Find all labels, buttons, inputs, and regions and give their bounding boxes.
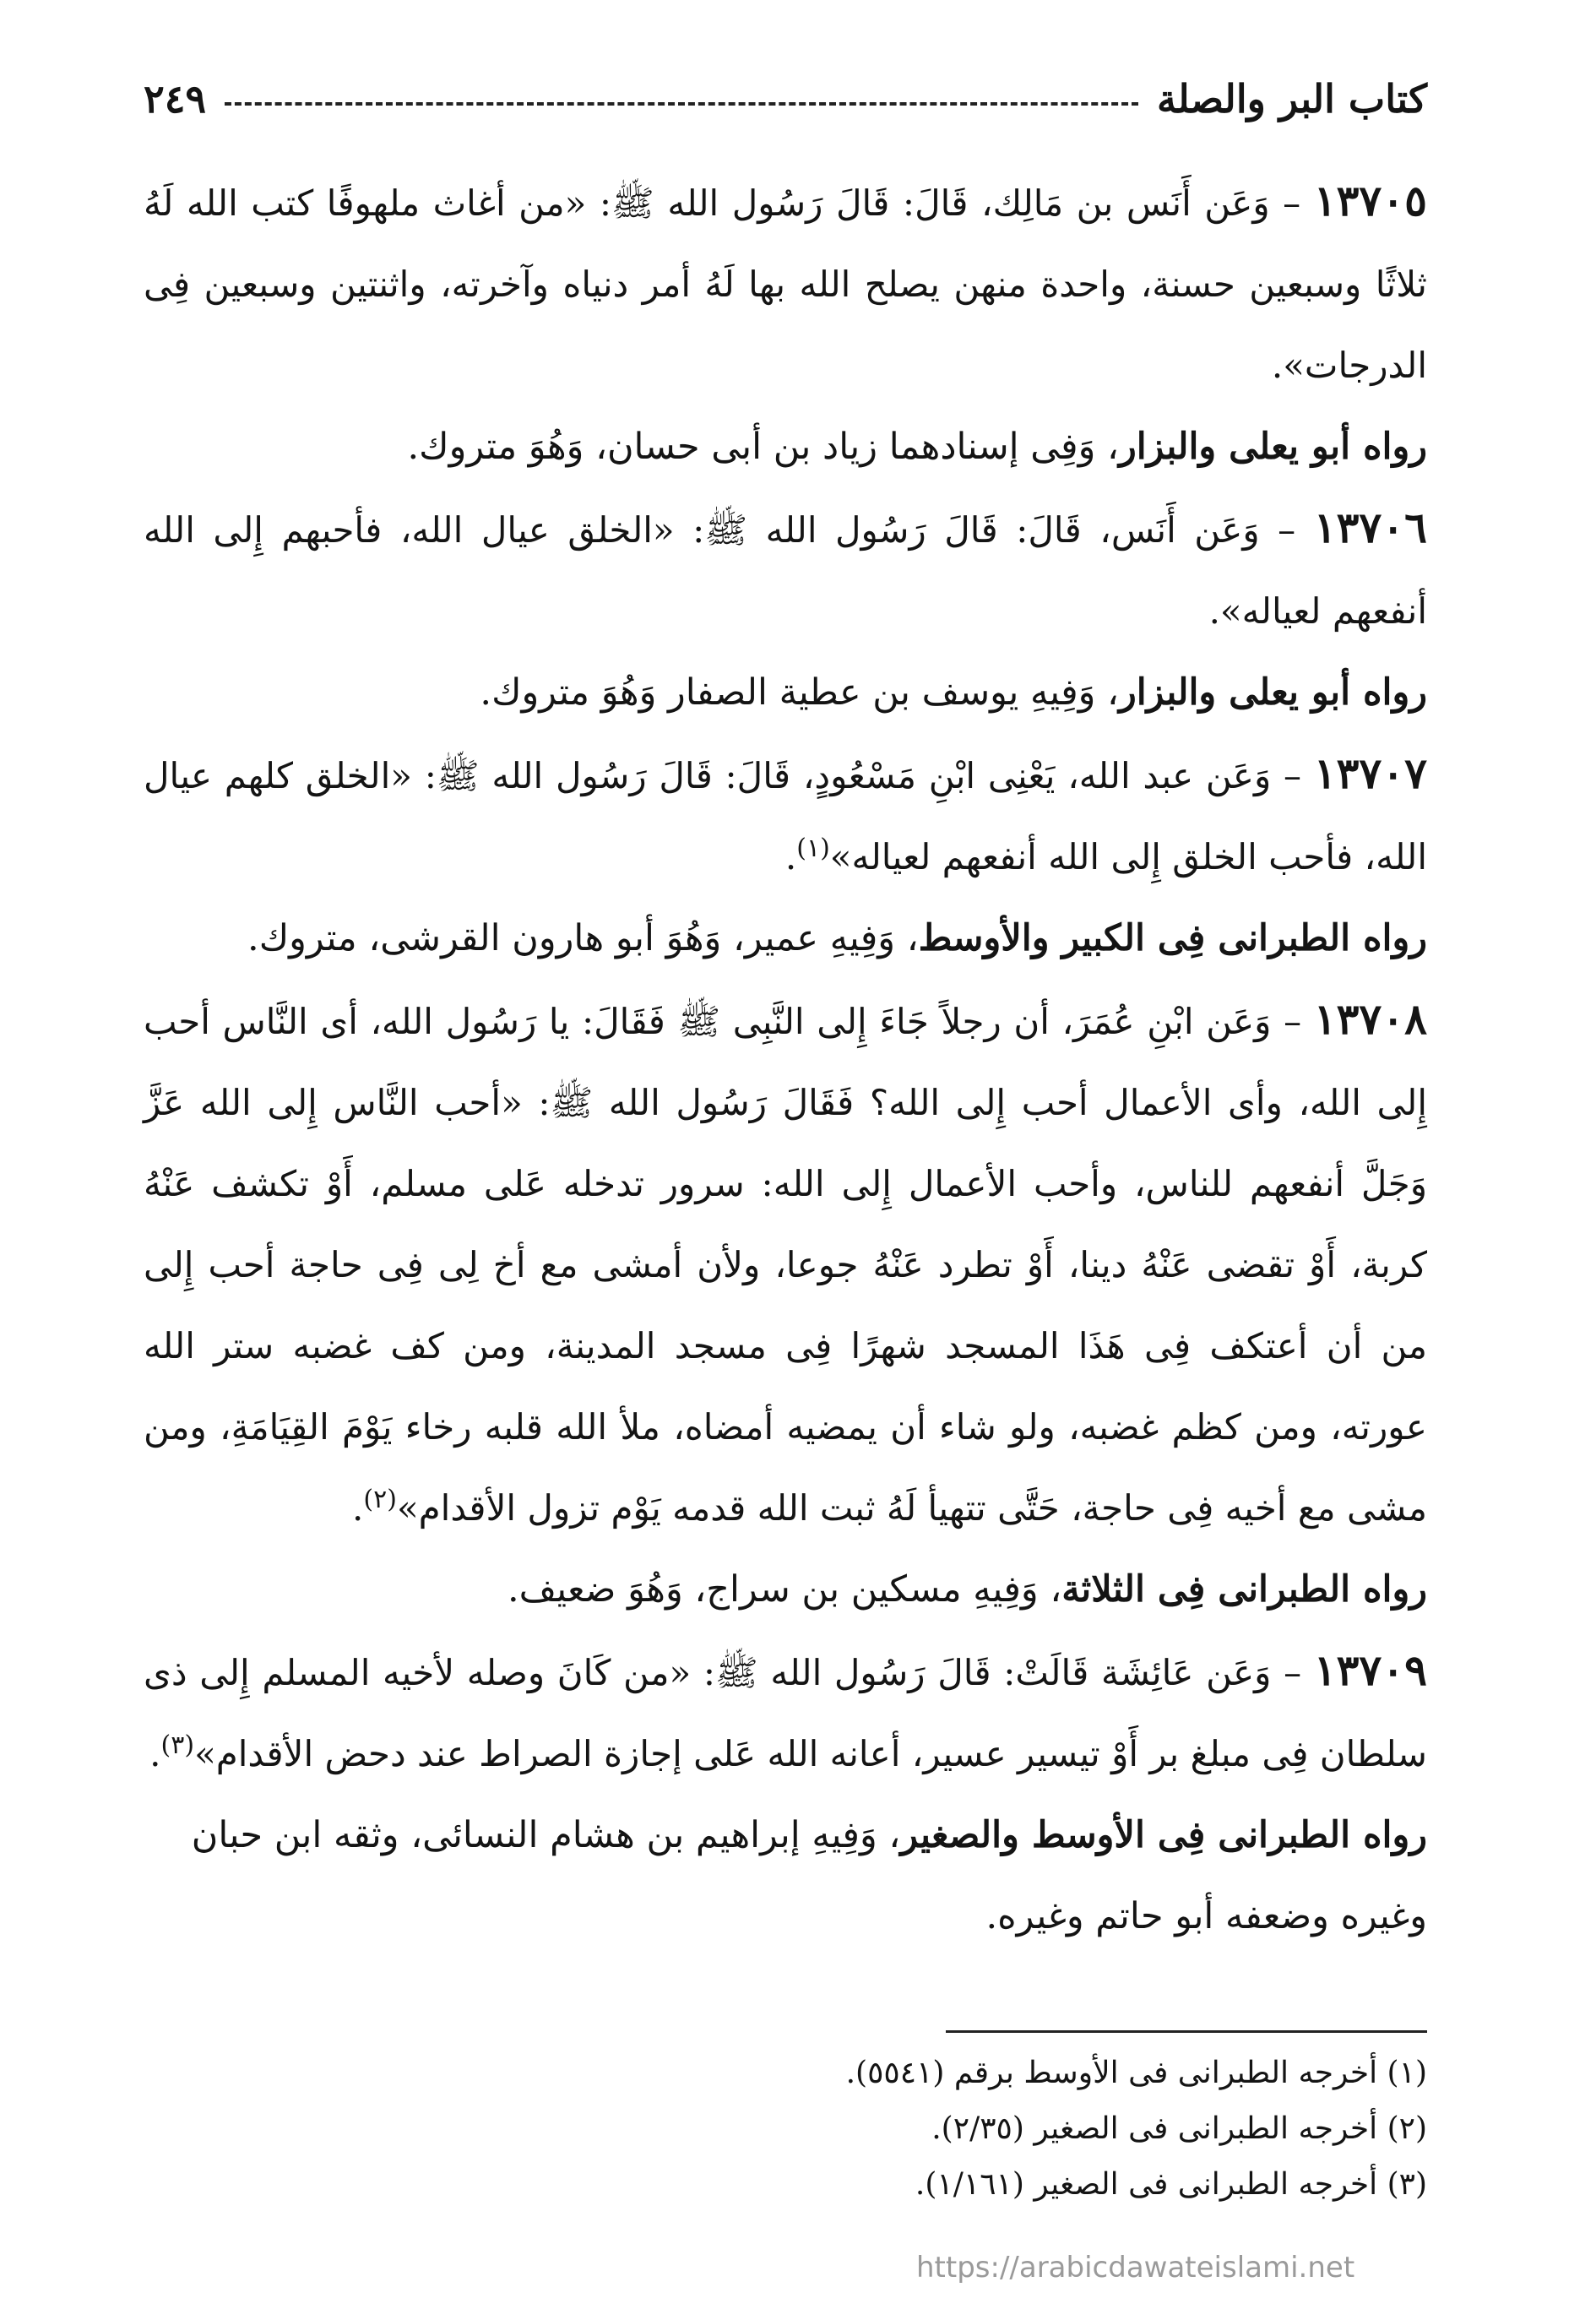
- narration-source: رواه الطبرانى فِى الكبير والأوسط: [918, 917, 1427, 959]
- hadith-entry: ١٣٧٠٧ – وَعَن عبد الله، يَعْنِى ابْنِ مَسْعُودٍ، قَالَ: قَالَ رَسُول الله ﷺ: «الخلق كلهم عيال الله، فأحب الخلق إِلى الله أنفعهم لعياله»$^{(١)}$.: [144, 748, 1427, 877]
- hadith-number: ١٣٧٠٥: [1313, 176, 1427, 225]
- narration-source: رواه الطبرانى فِى الأوسط والصغير: [900, 1814, 1427, 1856]
- hadith-entry: [144, 160, 1427, 406]
- narration-source: رواه الطبرانى فِى الثلاثة: [1061, 1568, 1427, 1611]
- narration-note: [144, 406, 1427, 487]
- footnote-separator: [946, 2030, 1427, 2033]
- hadith-number: ١٣٧٠٩: [1313, 1645, 1427, 1695]
- narration-note: [144, 1795, 1427, 1957]
- footnote-item: (١) أخرجه الطبرانى فى الأوسط برقم (٥٥٤١).: [845, 2056, 1427, 2090]
- hadith-entry: ١٣٧٠٨ – وَعَن ابْنِ عُمَرَ، أن رجلاً جَاءَ إِلى النَّبِى ﷺ فَقَالَ: يا رَسُول الله، أى النَّاس أحب إِلى الله، وأى الأعمال أحب إِلى الله؟ فَقَالَ رَسُول الله ﷺ: «أحب النَّاس إِلى الله عَزَّ وَجَلَّ أنفعهم للناس، وأحب الأعمال إِلى الله: سرور تدخله عَلى مسلم، أَوْ تكشف عَنْهُ كربة، أَوْ تقضى عَنْهُ دينا، أَوْ تطرد عَنْهُ جوعا، ولأن أمشى مع أخ لِى فِى حاجة أحب إِلى من أن أعتكف فِى هَذَا المسجد شهرًا فِى مسجد المدينة، ومن كف غضبه ستر الله عورته، ومن كظم غضبه، ولو شاء أن يمضيه أمضاه، ملأ الله قلبه رخاء يَوْمَ القِيَامَةِ، ومن مشى مع أخيه فِى حاجة، حَتَّى تتهيأ لَهُ ثبت الله قدمه يَوْم تزول الأقدام»$^{(٢)}$.: [144, 994, 1427, 1529]
- page-number: ٢٤٩: [144, 76, 207, 122]
- footnote-reference[interactable]: (٣): [160, 1730, 195, 1760]
- narration-note: [144, 898, 1427, 979]
- hadith-text: – وَعَن عبد الله، يَعْنِى ابْنِ مَسْعُودٍ، قَالَ: قَالَ رَسُول الله ﷺ: «الخلق كلهم عيال الله، فأحب الخلق إِلى الله أنفعهم لعياله»: [144, 755, 1427, 877]
- source-watermark: https://arabicdawateislami.net: [916, 2251, 1355, 2285]
- chapter-title: كتاب البر والصلة: [1157, 76, 1427, 122]
- header-dash-rule: [225, 102, 1138, 106]
- body-text: [144, 160, 1427, 1957]
- narration-detail: ، وَفِيهِ إبراهيم بن هشام النسائى، وثقه ابن حبان وغيره وضعفه أبو حاتم وغيره.: [191, 1814, 1427, 1937]
- running-header: [144, 69, 1427, 128]
- footnote-reference[interactable]: (٢): [363, 1485, 397, 1514]
- narration-detail: ، وَفِيهِ يوسف بن عطية الصفار وَهُوَ متروك.: [480, 671, 1119, 714]
- narration-detail: ، وَفِى إسنادهما زياد بن أبى حسان، وَهُوَ متروك.: [407, 426, 1119, 468]
- narration-detail: ، وَفِيهِ مسكين بن سراج، وَهُوَ ضعيف.: [508, 1568, 1062, 1611]
- hadith-text: – وَعَن عَائِشَة قَالَتْ: قَالَ رَسُول الله ﷺ: «من كَانَ وصله لأخيه المسلم إِلى ذى سلطان فِى مبلغ بر أَوْ تيسير عسير، أعانه الله عَلى إجازة الصراط عند دحض الأقدام»: [144, 1652, 1427, 1774]
- footnote-reference[interactable]: (١): [796, 834, 830, 863]
- hadith-number: ١٣٧٠٨: [1313, 994, 1427, 1044]
- footnotes: [144, 2046, 1427, 2213]
- hadith-number: ١٣٧٠٦: [1313, 503, 1427, 552]
- narration-note: [144, 652, 1427, 733]
- hadith-text: – وَعَن أَنَس، قَالَ: قَالَ رَسُول الله ﷺ: «الخلق عيال الله، فأحبهم إِلى الله أنفعهم لعياله».: [144, 509, 1427, 632]
- hadith-number: ١٣٧٠٧: [1313, 748, 1427, 798]
- hadith-entry: [144, 487, 1427, 652]
- narration-source: رواه أبو يعلى والبزار: [1118, 426, 1427, 468]
- narration-source: رواه أبو يعلى والبزار: [1118, 671, 1427, 714]
- narration-detail: ، وَفِيهِ عمير، وَهُوَ أبو هارون القرشى، متروك.: [247, 917, 919, 959]
- narration-note: [144, 1549, 1427, 1630]
- footnote-item: (٣) أخرجه الطبرانى فى الصغير (١/١٦١).: [915, 2167, 1427, 2202]
- hadith-entry: ١٣٧٠٩ – وَعَن عَائِشَة قَالَتْ: قَالَ رَسُول الله ﷺ: «من كَانَ وصله لأخيه المسلم إِلى ذى سلطان فِى مبلغ بر أَوْ تيسير عسير، أعانه الله عَلى إجازة الصراط عند دحض الأقدام»$^{(٣)}$.: [144, 1645, 1427, 1774]
- hadith-text: – وَعَن ابْنِ عُمَرَ، أن رجلاً جَاءَ إِلى النَّبِى ﷺ فَقَالَ: يا رَسُول الله، أى النَّاس أحب إِلى الله، وأى الأعمال أحب إِلى الله؟ فَقَالَ رَسُول الله ﷺ: «أحب النَّاس إِلى الله عَزَّ وَجَلَّ أنفعهم للناس، وأحب الأعمال إِلى الله: سرور تدخله عَلى مسلم، أَوْ تكشف عَنْهُ كربة، أَوْ تقضى عَنْهُ دينا، أَوْ تطرد عَنْهُ جوعا، ولأن أمشى مع أخ لِى فِى حاجة أحب إِلى من أن أعتكف فِى هَذَا المسجد شهرًا فِى مسجد المدينة، ومن كف غضبه ستر الله عورته، ومن كظم غضبه، ولو شاء أن يمضيه أمضاه، ملأ الله قلبه رخاء يَوْمَ القِيَامَةِ، ومن مشى مع أخيه فِى حاجة، حَتَّى تتهيأ لَهُ ثبت الله قدمه يَوْم تزول الأقدام»: [144, 1001, 1427, 1529]
- hadith-text: – وَعَن أَنَس بن مَالِك، قَالَ: قَالَ رَسُول الله ﷺ: «من أغاث ملهوفًا كتب الله لَهُ ثلاثًا وسبعين حسنة، واحدة منهن يصلح الله بها لَهُ أمر دنياه وآخرته، واثنتين وسبعين فِى الدرجات».: [144, 182, 1427, 386]
- footnote-item: (٢) أخرجه الطبرانى فى الصغير (٢/٣٥).: [931, 2111, 1427, 2146]
